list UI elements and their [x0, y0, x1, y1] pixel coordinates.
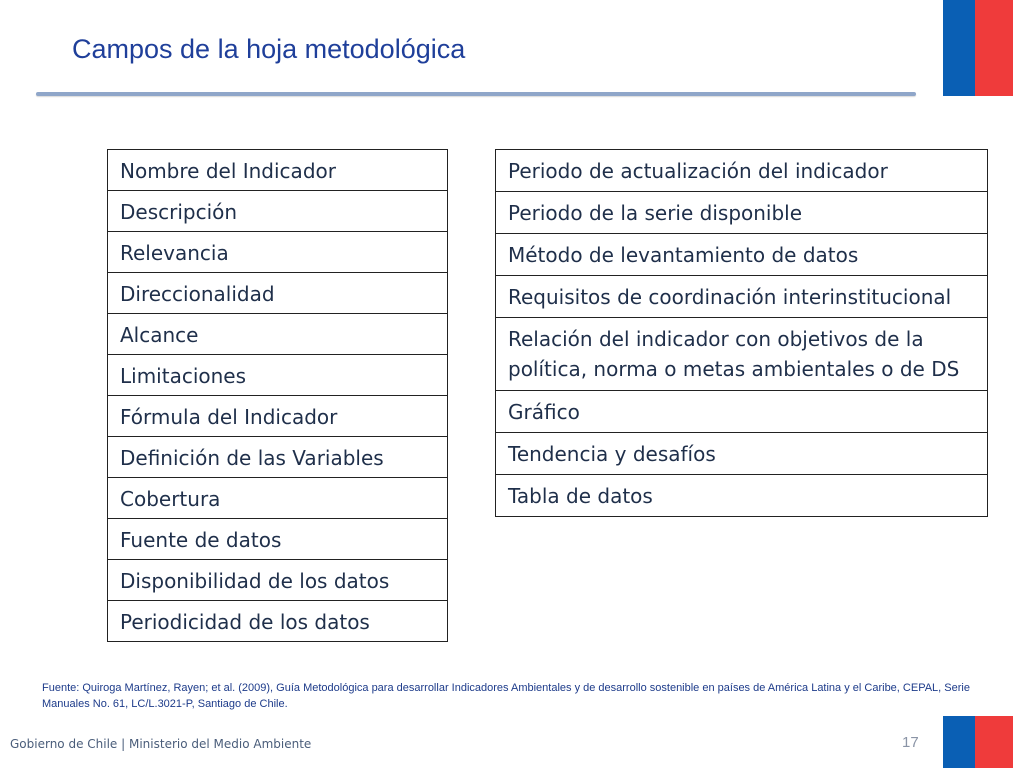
flag-blue-stripe: [943, 0, 975, 96]
table-row: [108, 191, 448, 232]
table-row: [496, 150, 988, 192]
field-cell: Definición de las Variables: [108, 437, 448, 478]
table-row: [496, 433, 988, 475]
table-row: [496, 391, 988, 433]
flag-blue-stripe: [943, 716, 975, 768]
table-row: [496, 318, 988, 391]
page-number: 17: [902, 734, 919, 751]
table-row: [108, 601, 448, 642]
table-row: [108, 355, 448, 396]
table-row: [108, 314, 448, 355]
field-cell: Método de levantamiento de datos: [496, 234, 988, 276]
right-fields-table: [495, 149, 988, 517]
chile-flag-logo-top: [943, 0, 1013, 96]
table-row: [108, 519, 448, 560]
field-cell: Tabla de datos: [496, 475, 988, 517]
table-row: [108, 273, 448, 314]
table-row: [108, 150, 448, 191]
table-row: [496, 192, 988, 234]
table-row: [108, 232, 448, 273]
title-divider: [36, 92, 916, 96]
flag-red-stripe: [975, 0, 1013, 96]
table-row: [108, 437, 448, 478]
field-cell: Fuente de datos: [108, 519, 448, 560]
field-cell: Cobertura: [108, 478, 448, 519]
field-cell: Alcance: [108, 314, 448, 355]
field-cell: Periodo de la serie disponible: [496, 192, 988, 234]
table-row: [496, 276, 988, 318]
field-cell: Relación del indicador con objetivos de la política, norma o metas ambientales o de DS: [496, 318, 988, 391]
slide-title: Campos de la hoja metodológica: [72, 34, 466, 64]
field-cell: Relevancia: [108, 232, 448, 273]
field-cell: Periodicidad de los datos: [108, 601, 448, 642]
field-cell: Gráfico: [496, 391, 988, 433]
table-row: [496, 234, 988, 276]
field-cell: Limitaciones: [108, 355, 448, 396]
source-citation: Fuente: Quiroga Martínez, Rayen; et al. (2009), Guía Metodológica para desarrollar Indicadores Ambientales y de desarrollo sostenible en países de América Latina y el Caribe, CEPAL, Serie Manuales No. 61, LC/L.3021-P, Santiago de Chile.: [42, 682, 970, 710]
table-row: [108, 396, 448, 437]
table-row: [496, 475, 988, 517]
field-cell: Descripción: [108, 191, 448, 232]
chile-flag-logo-bottom: [943, 716, 1013, 768]
table-row: [108, 560, 448, 601]
field-cell: Tendencia y desafíos: [496, 433, 988, 475]
left-fields-table: [107, 149, 448, 642]
footer-organization: Gobierno de Chile | Ministerio del Medio Ambiente: [10, 737, 312, 751]
field-cell: Disponibilidad de los datos: [108, 560, 448, 601]
field-cell: Nombre del Indicador: [108, 150, 448, 191]
field-cell: Fórmula del Indicador: [108, 396, 448, 437]
field-cell: Direccionalidad: [108, 273, 448, 314]
field-cell: Requisitos de coordinación interinstitucional: [496, 276, 988, 318]
field-cell: Periodo de actualización del indicador: [496, 150, 988, 192]
flag-red-stripe: [975, 716, 1013, 768]
table-row: [108, 478, 448, 519]
